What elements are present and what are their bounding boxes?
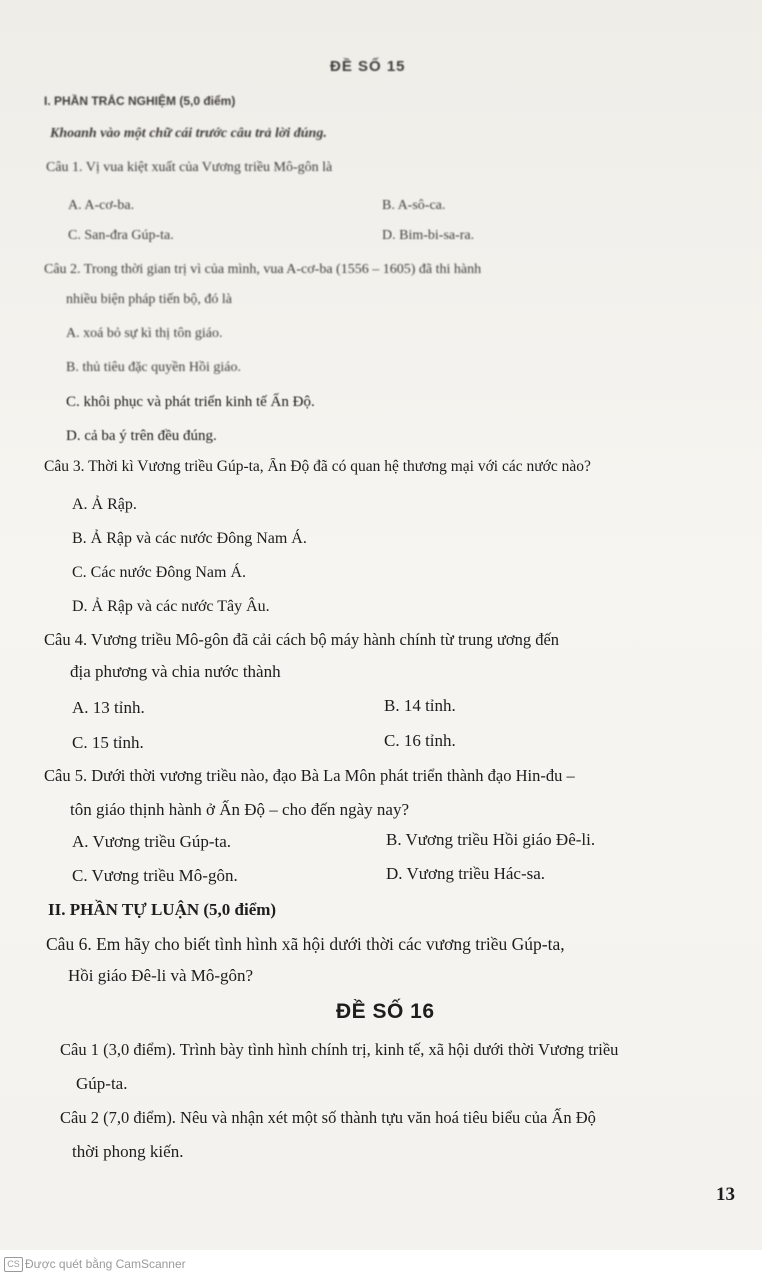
q2-option-d: D. cả ba ý trên đều đúng. — [66, 428, 217, 444]
q3-option-b: B. Ả Rập và các nước Đông Nam Á. — [72, 530, 307, 547]
q3-option-d: D. Ả Rập và các nước Tây Âu. — [72, 598, 270, 615]
q2-option-b: B. thủ tiêu đặc quyền Hồi giáo. — [66, 360, 241, 375]
exam16-q2-line1: Câu 2 (7,0 điểm). Nêu và nhận xét một số thành tựu văn hoá tiêu biểu của Ấn Độ — [60, 1108, 596, 1127]
q2-option-c: C. khôi phục và phát triển kinh tế Ấn Độ. — [66, 394, 315, 410]
section1-heading: I. PHẦN TRẮC NGHIỆM (5,0 điểm) — [44, 94, 236, 108]
q1-stem: Câu 1. Vị vua kiệt xuất của Vương triều Mô-gôn là — [46, 160, 333, 175]
q4-option-a: A. 13 tỉnh. — [72, 698, 145, 717]
footer-text: Được quét bằng CamScanner — [25, 1257, 186, 1271]
q1-option-d: D. Bim-bi-sa-ra. — [382, 228, 475, 243]
q5-option-a: A. Vương triều Gúp-ta. — [72, 832, 232, 851]
exam16-q1-line1: Câu 1 (3,0 điểm). Trình bày tình hình chính trị, kinh tế, xã hội dưới thời Vương triều — [60, 1040, 619, 1059]
camscanner-logo-icon: CS — [4, 1257, 23, 1272]
q3-stem: Câu 3. Thời kì Vương triều Gúp-ta, Ấn Độ đã có quan hệ thương mại với các nước nào? — [44, 458, 591, 475]
q3-option-c: C. Các nước Đông Nam Á. — [72, 564, 246, 581]
exam16-q1-line2: Gúp-ta. — [76, 1074, 128, 1093]
section2-heading: II. PHẦN TỰ LUẬN (5,0 điểm) — [48, 900, 277, 919]
page-number: 13 — [716, 1184, 735, 1205]
exam16-q2-line2: thời phong kiến. — [72, 1142, 184, 1161]
q5-option-b: B. Vương triều Hồi giáo Đê-li. — [386, 830, 596, 849]
q4-option-c: C. 15 tỉnh. — [72, 733, 144, 752]
q4-option-d: C. 16 tỉnh. — [384, 731, 456, 750]
q4-option-b: B. 14 tỉnh. — [384, 696, 456, 715]
q5-stem-line1: Câu 5. Dưới thời vương triều nào, đạo Bà La Môn phát triển thành đạo Hin-đu – — [44, 766, 575, 785]
q1-option-c: C. San-đra Gúp-ta. — [68, 228, 174, 243]
exam-title-15: ĐỀ SỐ 15 — [330, 58, 406, 75]
q3-option-a: A. Ả Rập. — [72, 496, 137, 513]
q5-option-c: C. Vương triều Mô-gôn. — [72, 866, 238, 885]
scanner-footer — [0, 1250, 762, 1280]
q6-line2: Hồi giáo Đê-li và Mô-gôn? — [68, 966, 254, 985]
q1-option-b: B. A-sô-ca. — [382, 198, 446, 213]
q6-line1: Câu 6. Em hãy cho biết tình hình xã hội dưới thời các vương triều Gúp-ta, — [46, 934, 565, 954]
q5-option-d: D. Vương triều Hác-sa. — [386, 864, 546, 883]
q4-stem-line2: địa phương và chia nước thành — [70, 662, 281, 681]
q2-option-a: A. xoá bỏ sự kì thị tôn giáo. — [66, 326, 223, 341]
q5-stem-line2: tôn giáo thịnh hành ở Ấn Độ – cho đến ngày nay? — [70, 800, 410, 819]
q4-stem-line1: Câu 4. Vương triều Mô-gôn đã cải cách bộ máy hành chính từ trung ương đến — [44, 630, 560, 649]
q1-option-a: A. A-cơ-ba. — [68, 198, 135, 213]
instruction: Khoanh vào một chữ cái trước câu trả lời đúng. — [50, 126, 327, 141]
q2-stem-line1: Câu 2. Trong thời gian trị vì của mình, vua A-cơ-ba (1556 – 1605) đã thi hành — [44, 262, 482, 277]
exam-title-16: ĐỀ SỐ 16 — [336, 1000, 435, 1023]
q2-stem-line2: nhiều biện pháp tiến bộ, đó là — [66, 292, 233, 307]
